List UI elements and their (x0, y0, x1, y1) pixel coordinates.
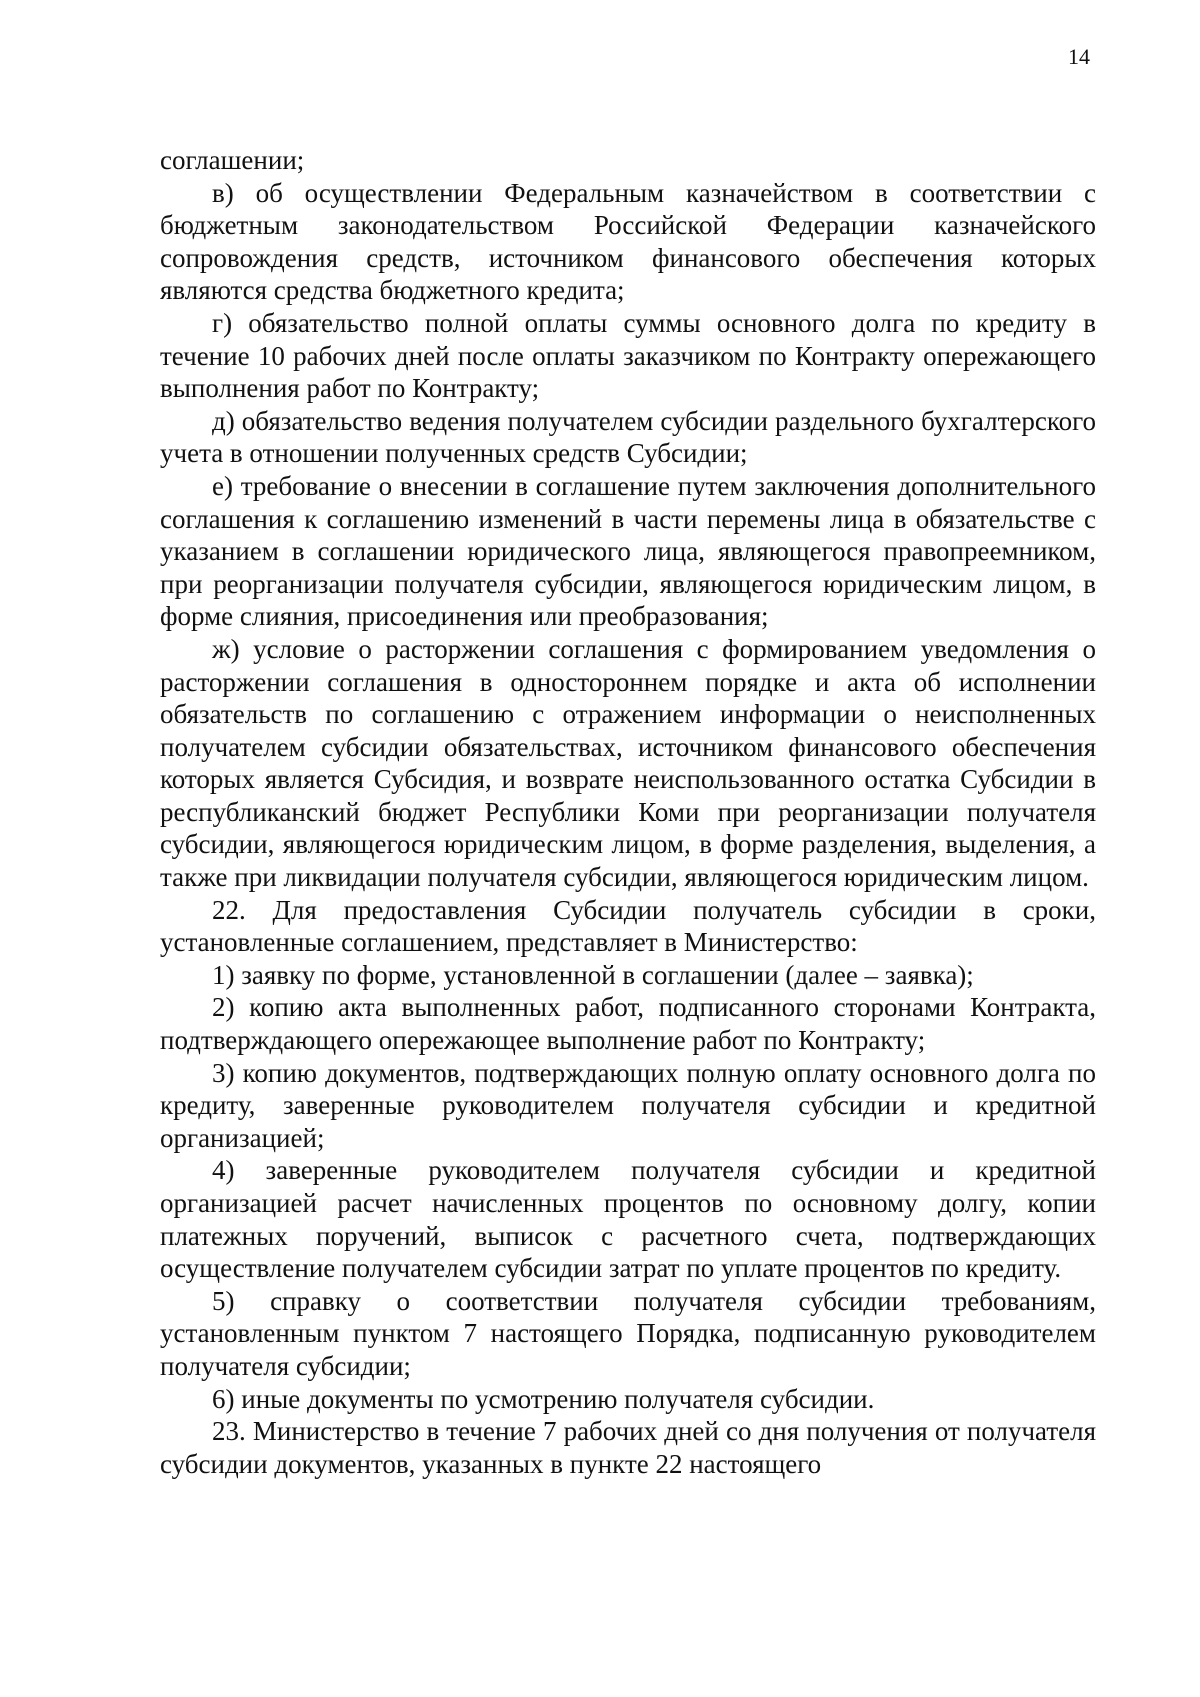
paragraph: е) требование о внесении в соглашение путем заключения дополнительного соглашения к соглашению изменений в части перемены лица в обязательстве с указанием в соглашении юридического лица, являющегося правопреемником, при реорганизации получателя субсидии, являющегося юридическим лицом, в форме слияния, присоединения или преобразования; (160, 470, 1096, 632)
page-number: 14 (1068, 44, 1090, 69)
document-body (160, 144, 1096, 1480)
paragraph: д) обязательство ведения получателем субсидии раздельного бухгалтерского учета в отношении полученных средств Субсидии; (160, 405, 1096, 469)
paragraph: 3) копию документов, подтверждающих полную оплату основного долга по кредиту, заверенные руководителем получателя субсидии и кредитной организацией; (160, 1057, 1096, 1153)
paragraph: 22. Для предоставления Субсидии получатель субсидии в сроки, установленные соглашением, представляет в Министерство: (160, 894, 1096, 958)
paragraph: 5) справку о соответствии получателя субсидии требованиям, установленным пунктом 7 настоящего Порядка, подписанную руководителем получателя субсидии; (160, 1285, 1096, 1381)
paragraph: ж) условие о расторжении соглашения с формированием уведомления о расторжении соглашения в одностороннем порядке и акта об исполнении обязательств по соглашению с отражением информации о неисполненных получателем субсидии обязательствах, источником финансового обеспечения которых является Субсидия, и возврате неиспользованного остатка Субсидии в республиканский бюджет Республики Коми при реорганизации получателя субсидии, являющегося юридическим лицом, в форме разделения, выделения, а также при ликвидации получателя субсидии, являющегося юридическим лицом. (160, 633, 1096, 893)
paragraph: соглашении; (160, 145, 305, 175)
paragraph: в) об осуществлении Федеральным казначейством в соответствии с бюджетным законодательством Российской Федерации казначейского сопровождения средств, источником финансового обеспечения которых являются средства бюджетного кредита; (160, 177, 1096, 306)
paragraph: 6) иные документы по усмотрению получателя субсидии. (212, 1383, 875, 1414)
paragraph: г) обязательство полной оплаты суммы основного долга по кредиту в течение 10 рабочих дней после оплаты заказчиком по Контракту опережающего выполнения работ по Контракту; (160, 307, 1096, 404)
paragraph: 23. Министерство в течение 7 рабочих дней со дня получения от получателя субсидии документов, указанных в пункте 22 настоящего (160, 1416, 1096, 1479)
paragraph: 1) заявку по форме, установленной в соглашении (далее – заявка); (212, 959, 974, 990)
paragraph: 2) копию акта выполненных работ, подписанного сторонами Контракта, подтверждающего опережающее выполнение работ по Контракту; (160, 992, 1096, 1056)
paragraph: 4) заверенные руководителем получателя субсидии и кредитной организацией расчет начисленных процентов по основному долгу, копии платежных поручений, выписок с расчетного счета, подтверждающих осуществление получателем субсидии затрат по уплате процентов по кредиту. (160, 1155, 1096, 1284)
